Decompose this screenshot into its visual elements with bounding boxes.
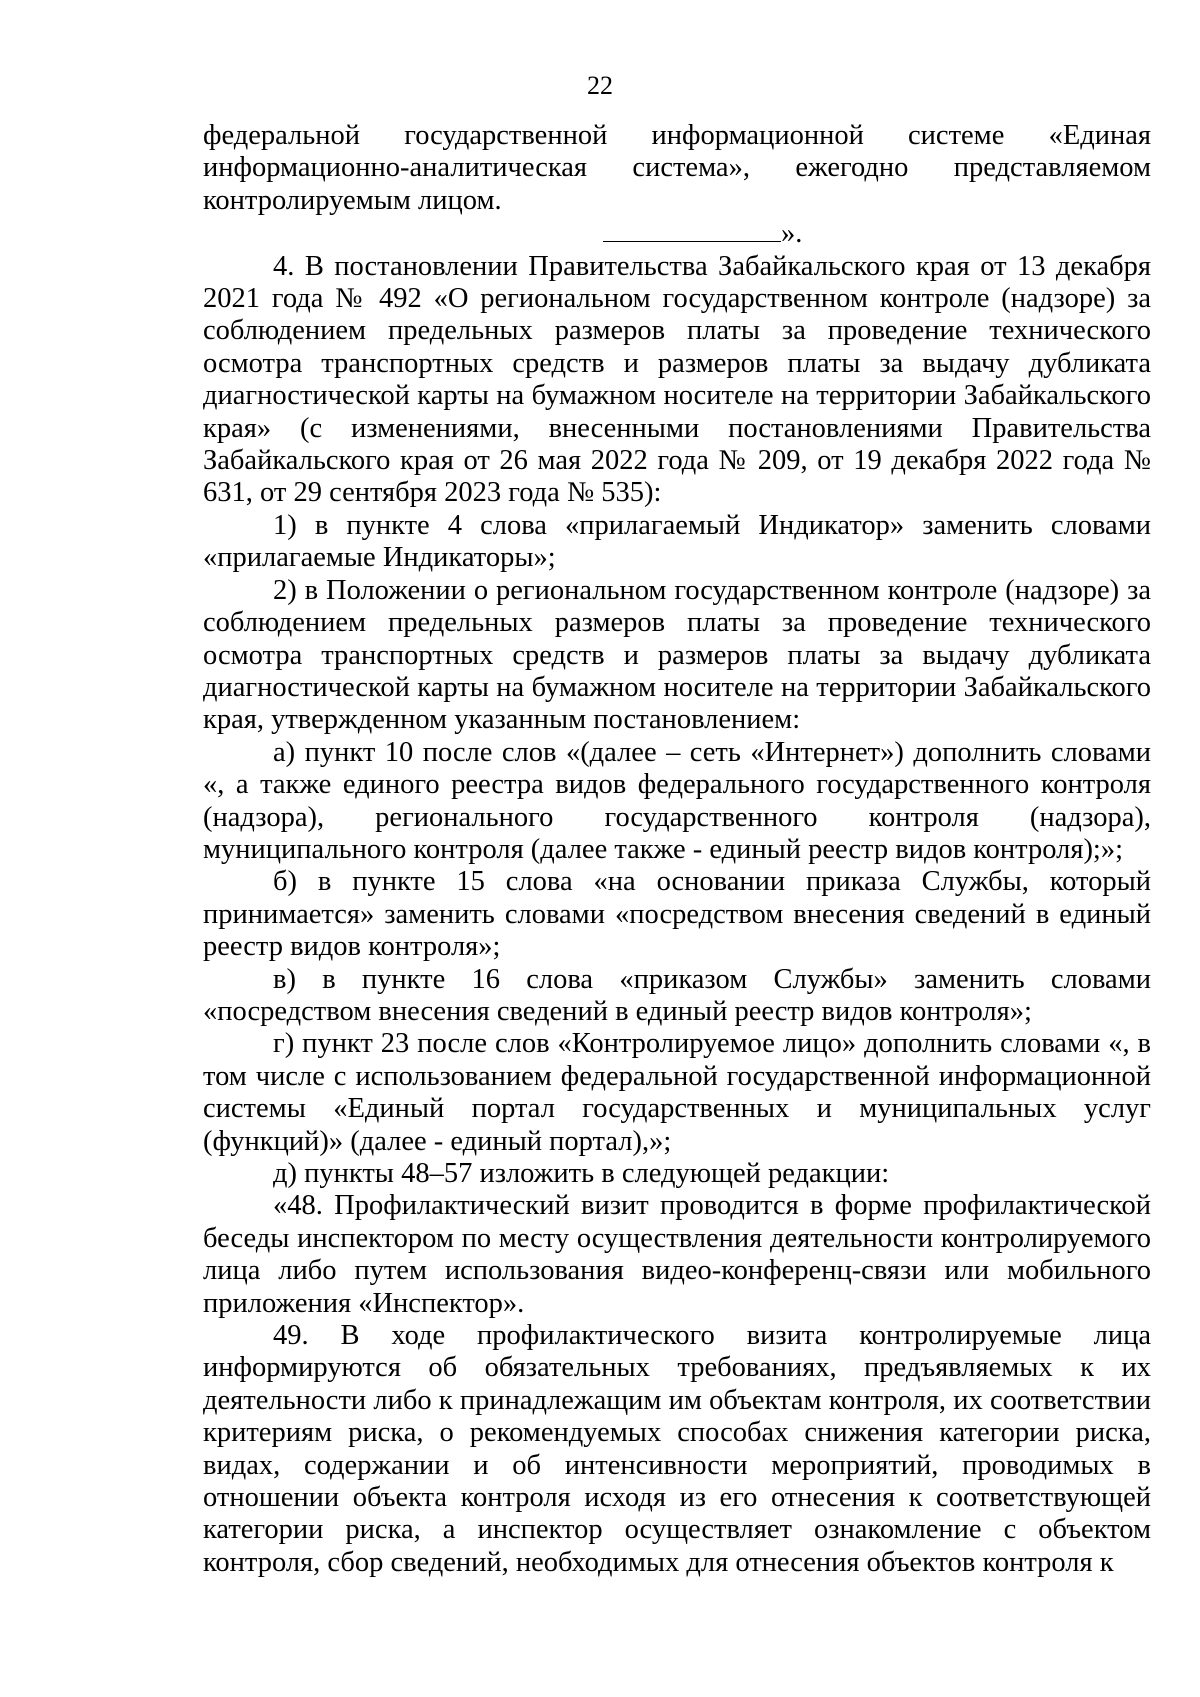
paragraph-subitem-a: а) пункт 10 после слов «(далее – сеть «Интернет») дополнить словами «, а также единого реестра видов федерального государственного контроля (надзора), регионального государственного контроля (надзора), муниципального контроля (далее также - единый реестр видов контроля);»; [203,736,1151,865]
paragraph-subitem-1: 1) в пункте 4 слова «прилагаемый Индикатор» заменить словами «прилагаемые Индикаторы»; [203,509,1151,574]
closing-line [603,217,1151,250]
paragraph-subitem-2: 2) в Положении о региональном государственном контроле (надзоре) за соблюдением предельных размеров платы за проведение технического осмотра транспортных средств и размеров платы за выдачу дубликата диагностической карты на бумажном носителе на территории Забайкальского края, утвержденном указанным постановлением: [203,574,1151,736]
signature-rule [603,217,781,242]
paragraph-item-4: 4. В постановлении Правительства Забайкальского края от 13 декабря 2021 года № 492 «О региональном государственном контроле (надзоре) за соблюдением предельных размеров платы за проведение технического осмотра транспортных средств и размеров платы за выдачу дубликата диагностической карты на бумажном носителе на территории Забайкальского края» (с изменениями, внесенными постановлениями Правительства Забайкальского края от 26 мая 2022 года № 209, от 19 декабря 2022 года № 631, от 29 сентября 2023 года № 535): [203,250,1151,509]
paragraph-subitem-b: б) в пункте 15 слова «на основании приказа Службы, который принимается» заменить словами «посредством внесения сведений в единый реестр видов контроля»; [203,866,1151,963]
paragraph-subitem-v: в) в пункте 16 слова «приказом Службы» заменить словами «посредством внесения сведений в единый реестр видов контроля»; [203,963,1151,1027]
paragraph-continuation: федеральной государственной информационной системе «Единая информационно-аналитическая система», ежегодно представляемом контролируемым лицом. [203,120,1151,216]
paragraph-subitem-g: г) пункт 23 после слов «Контролируемое лицо» дополнить словами «, в том числе с использованием федеральной государственной информационной системы «Единый портал государственных и муниципальных услуг (функций)» (далее - единый портал),»; [203,1028,1151,1157]
page-number: 22 [587,71,613,100]
paragraph-subitem-d: д) пункты 48–57 изложить в следующей редакции: [273,1158,890,1189]
paragraph-point-49: 49. В ходе профилактического визита контролируемые лица информируются об обязательных требованиях, предъявляемых к их деятельности либо к принадлежащим им объектам контроля, их соответствии критериям риска, о рекомендуемых способах снижения категории риска, видах, содержании и об интенсивности мероприятий, проводимых в отношении объекта контроля исходя из его отнесения к соответствующей категории риска, а инспектор осуществляет ознакомление с объектом контроля, сбор сведений, необходимых для отнесения объектов контроля к [203,1320,1151,1578]
closing-quote: ». [781,218,803,250]
document-body [203,120,1151,1579]
paragraph-point-48: «48. Профилактический визит проводится в форме профилактической беседы инспектором по месту осуществления деятельности контролируемого лица либо путем использования видео-конференц-связи или мобильного приложения «Инспектор». [203,1190,1151,1319]
